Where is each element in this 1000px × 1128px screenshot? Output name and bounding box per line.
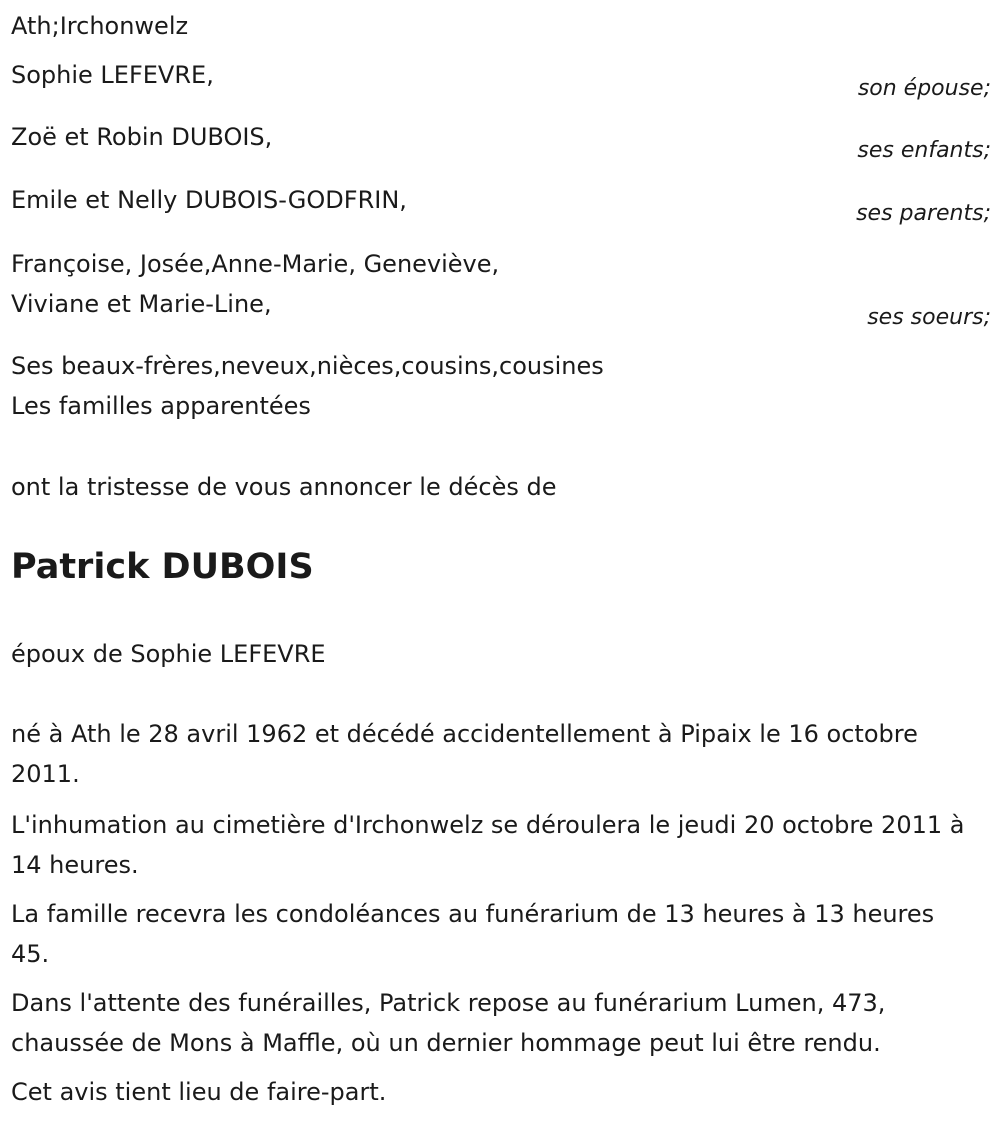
others-block xyxy=(11,346,991,426)
family-names-line2: Viviane et Marie-Line, xyxy=(11,290,272,318)
spouse-line: époux de Sophie LEFEVRE xyxy=(11,640,326,668)
others-line1: Ses beaux-frères,neveux,nièces,cousins,cousines xyxy=(11,352,604,380)
family-names: Zoë et Robin DUBOIS, xyxy=(11,123,273,151)
place-line: Ath;Irchonwelz xyxy=(11,12,189,40)
family-entry-parents xyxy=(11,180,991,231)
others-line2: Les familles apparentées xyxy=(11,392,311,420)
family-entry-children xyxy=(11,117,991,168)
family-names-line1: Françoise, Josée,Anne-Marie, Geneviève, xyxy=(11,250,500,278)
rest-paragraph: Dans l'attente des funérailles, Patrick repose au funérarium Lumen, 473, chaussée de Mons à Maffle, où un dernier hommage peut lui être rendu. xyxy=(11,989,886,1057)
family-relation: son épouse; xyxy=(857,76,991,101)
family-relation: ses enfants; xyxy=(857,138,991,163)
family-relation: ses parents; xyxy=(856,201,991,226)
family-entry-sisters xyxy=(11,244,991,335)
announcement: ont la tristesse de vous annoncer le décès de xyxy=(11,473,557,501)
condolences-paragraph: La famille recevra les condoléances au funérarium de 13 heures à 13 heures 45. xyxy=(11,900,935,968)
burial-paragraph: L'inhumation au cimetière d'Irchonwelz se déroulera le jeudi 20 octobre 2011 à 14 heures. xyxy=(11,811,965,879)
family-names: Emile et Nelly DUBOIS-GODFRIN, xyxy=(11,186,407,214)
family-names: Sophie LEFEVRE, xyxy=(11,61,214,89)
birth-death-paragraph: né à Ath le 28 avril 1962 et décédé accidentellement à Pipaix le 16 octobre 2011. xyxy=(11,720,918,788)
deceased-name: Patrick DUBOIS xyxy=(11,547,314,587)
family-relation: ses soeurs; xyxy=(867,305,991,330)
family-entry-spouse xyxy=(11,55,991,106)
notice-line: Cet avis tient lieu de faire-part. xyxy=(11,1078,387,1106)
